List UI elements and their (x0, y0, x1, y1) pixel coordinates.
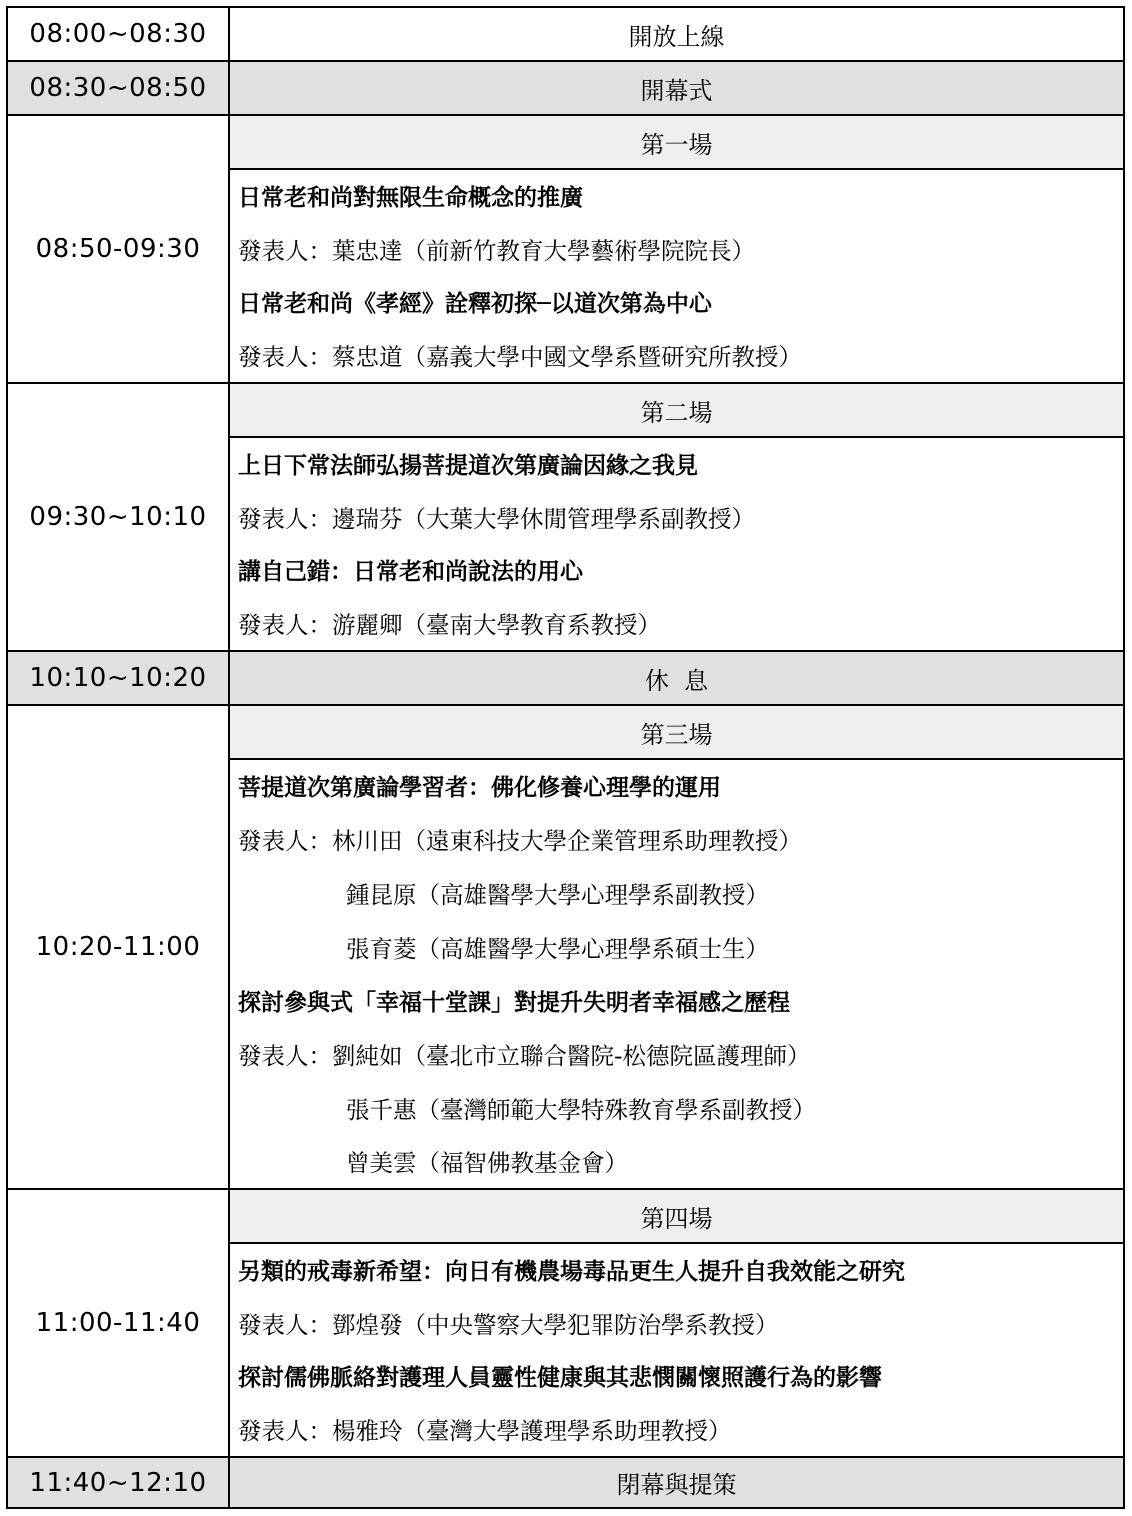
session-title: 第一場 (640, 130, 713, 159)
co-presenter-line: 張育菱（高雄醫學大學心理學系碩士生） (346, 934, 769, 963)
presenter-line: 發表人：邊瑞芬（大葉大學休閒管理學系副教授） (238, 504, 755, 533)
session-title: 第四場 (640, 1204, 713, 1233)
time-cell-session-3 (8, 706, 230, 1188)
session-header-4 (230, 1190, 1123, 1242)
talk-title: 上日下常法師弘揚菩提道次第廣論因緣之我見 (238, 453, 698, 479)
time-label: 11:00-11:40 (35, 1308, 201, 1338)
time-label: 10:20-11:00 (35, 932, 201, 962)
talk-title: 菩提道次第廣論學習者：佛化修養心理學的運用 (238, 775, 721, 801)
time-label: 09:30~10:10 (29, 502, 207, 532)
talk-title: 講自己錯：日常老和尚說法的用心 (238, 559, 583, 585)
session-cell-opening (230, 62, 1123, 114)
session-label: 開放上線 (628, 22, 725, 51)
time-label: 10:10~10:20 (29, 663, 207, 693)
time-cell-break (8, 652, 230, 704)
presenter-line: 發表人：蔡忠道（嘉義大學中國文學系暨研究所教授） (238, 342, 802, 371)
time-label: 08:30~08:50 (29, 73, 207, 103)
co-presenter-line: 鍾昆原（高雄醫學大學心理學系副教授） (346, 880, 769, 909)
time-cell-opening (8, 62, 230, 114)
time-cell-session-2 (8, 384, 230, 650)
time-cell-closing (8, 1458, 230, 1507)
presenter-line: 發表人：鄧煌發（中央警察大學犯罪防治學系教授） (238, 1310, 779, 1339)
presenter-line: 發表人：林川田（遠東科技大學企業管理系助理教授） (238, 826, 802, 855)
session-header-2 (230, 384, 1123, 436)
presenter-line: 發表人：劉純如（臺北市立聯合醫院-松德院區護理師） (238, 1041, 811, 1070)
time-label: 08:50-09:30 (35, 234, 201, 264)
time-label: 08:00~08:30 (29, 19, 207, 49)
co-presenter-line: 張千惠（臺灣師範大學特殊教育學系副教授） (346, 1095, 816, 1124)
session-header-3 (230, 706, 1123, 758)
session-cell-open (230, 8, 1123, 60)
time-cell-session-1 (8, 116, 230, 382)
presenter-line: 發表人：楊雅玲（臺灣大學護理學系助理教授） (238, 1416, 732, 1445)
presenter-line: 發表人：游麗卿（臺南大學教育系教授） (238, 610, 661, 639)
talk-title: 探討儒佛脈絡對護理人員靈性健康與其悲憫關懷照護行為的影響 (238, 1365, 882, 1391)
session-label: 閉幕與提策 (616, 1471, 737, 1499)
talk-title: 日常老和尚對無限生命概念的推廣 (238, 185, 583, 211)
session-cell-closing (230, 1458, 1123, 1507)
time-cell-open (8, 8, 230, 60)
co-presenter-line: 曾美雲（福智佛教基金會） (346, 1148, 628, 1177)
session-title: 第三場 (640, 720, 713, 749)
session-label: 休 息 (644, 666, 709, 695)
session-title: 第二場 (640, 398, 713, 427)
session-cell-break (230, 652, 1123, 704)
session-label: 開幕式 (640, 76, 713, 105)
presenter-line: 發表人：葉忠達（前新竹教育大學藝術學院院長） (238, 236, 755, 265)
time-label: 11:40~12:10 (29, 1467, 207, 1498)
talk-title: 另類的戒毒新希望：向日有機農場毒品更生人提升自我效能之研究 (238, 1259, 905, 1285)
talk-title: 探討參與式「幸福十堂課」對提升失明者幸福感之歷程 (238, 990, 790, 1016)
talk-title: 日常老和尚《孝經》詮釋初探─以道次第為中心 (238, 291, 712, 317)
session-header-1 (230, 116, 1123, 168)
schedule-table (6, 6, 1125, 1509)
time-cell-session-4 (8, 1190, 230, 1456)
